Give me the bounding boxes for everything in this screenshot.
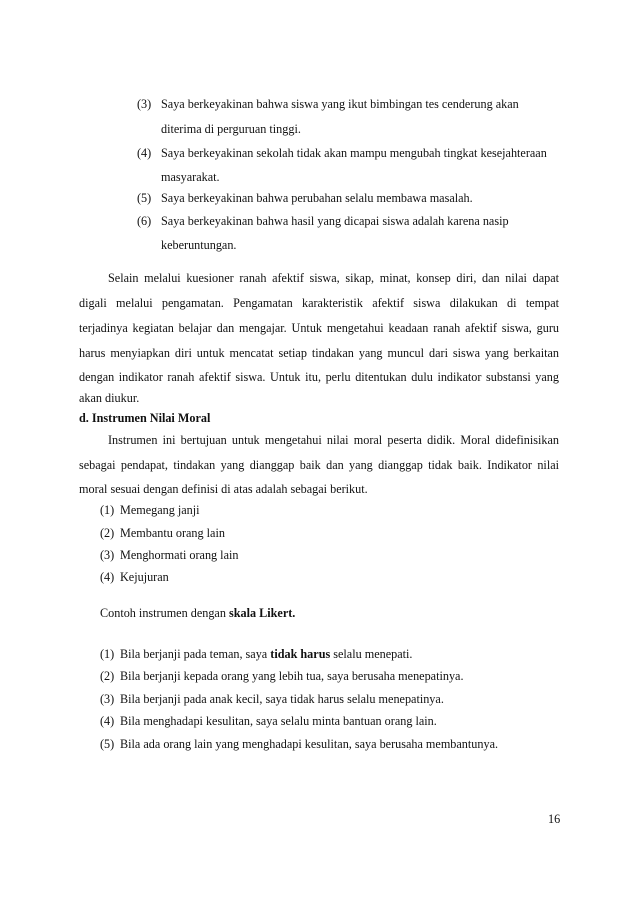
paragraph-line: digali melalui pengamatan. Pengamatan karakteristik afektif siswa dilakukan di tempat xyxy=(79,296,559,310)
list-item: (4) Kejujuran xyxy=(100,570,169,584)
list-item: (3) Menghormati orang lain xyxy=(100,548,239,562)
list-item: (3) Saya berkeyakinan bahwa siswa yang ikut bimbingan tes cenderung akan xyxy=(137,97,519,111)
paragraph-line: dengan indikator ranah afektif siswa. Untuk itu, perlu ditentukan dulu indikator substansi yang xyxy=(79,370,559,384)
page-number: 16 xyxy=(548,812,561,826)
likert-scale-label: skala Likert. xyxy=(228,606,296,620)
list-item: (4) Saya berkeyakinan sekolah tidak akan mampu mengubah tingkat kesejahteraan xyxy=(137,146,547,160)
paragraph-line: harus menyiapkan diri untuk mencatat setiap tindakan yang muncul dari siswa yang berkaitan xyxy=(79,346,559,360)
list-item: (3) Bila berjanji pada anak kecil, saya tidak harus selalu menepatinya. xyxy=(100,692,444,706)
list-item: (5) Bila ada orang lain yang menghadapi kesulitan, saya berusaha membantunya. xyxy=(100,737,499,751)
section-heading: d. Instrumen Nilai Moral xyxy=(79,411,211,425)
list-item: (1) Memegang janji xyxy=(100,503,200,517)
paragraph-line: Selain melalui kuesioner ranah afektif siswa, sikap, minat, konsep diri, dan nilai dapat xyxy=(108,271,559,285)
paragraph-line: moral sesuai dengan definisi di atas adalah sebagai berikut. xyxy=(79,482,368,496)
list-item: (5) Saya berkeyakinan bahwa perubahan selalu membawa masalah. xyxy=(137,191,473,205)
list-item: (1) Bila berjanji pada teman, saya tidak harus selalu menepati. xyxy=(100,647,413,661)
list-item-continuation: masyarakat. xyxy=(161,170,220,184)
example-intro: Contoh instrumen dengan skala Likert. xyxy=(100,606,296,620)
paragraph-line: akan diukur. xyxy=(79,391,140,405)
list-item: (2) Membantu orang lain xyxy=(100,526,225,540)
list-item-continuation: diterima di perguruan tinggi. xyxy=(161,122,301,136)
paragraph-line: terjadinya kegiatan belajar dan mengajar. Untuk mengetahui keadaan ranah afektif siswa, guru xyxy=(79,321,559,335)
list-item-continuation: keberuntungan. xyxy=(161,238,237,252)
list-item: (2) Bila berjanji kepada orang yang lebih tua, saya berusaha menepatinya. xyxy=(100,669,464,683)
paragraph-line: sebagai pendapat, tindakan yang dianggap baik dan yang dianggap tidak baik. Indikator nilai xyxy=(79,458,559,472)
list-item: (6) Saya berkeyakinan bahwa hasil yang dicapai siswa adalah karena nasip xyxy=(137,214,509,228)
paragraph-line: Instrumen ini bertujuan untuk mengetahui nilai moral peserta didik. Moral didefinisikan xyxy=(108,433,559,447)
list-item: (4) Bila menghadapi kesulitan, saya selalu minta bantuan orang lain. xyxy=(100,714,437,728)
